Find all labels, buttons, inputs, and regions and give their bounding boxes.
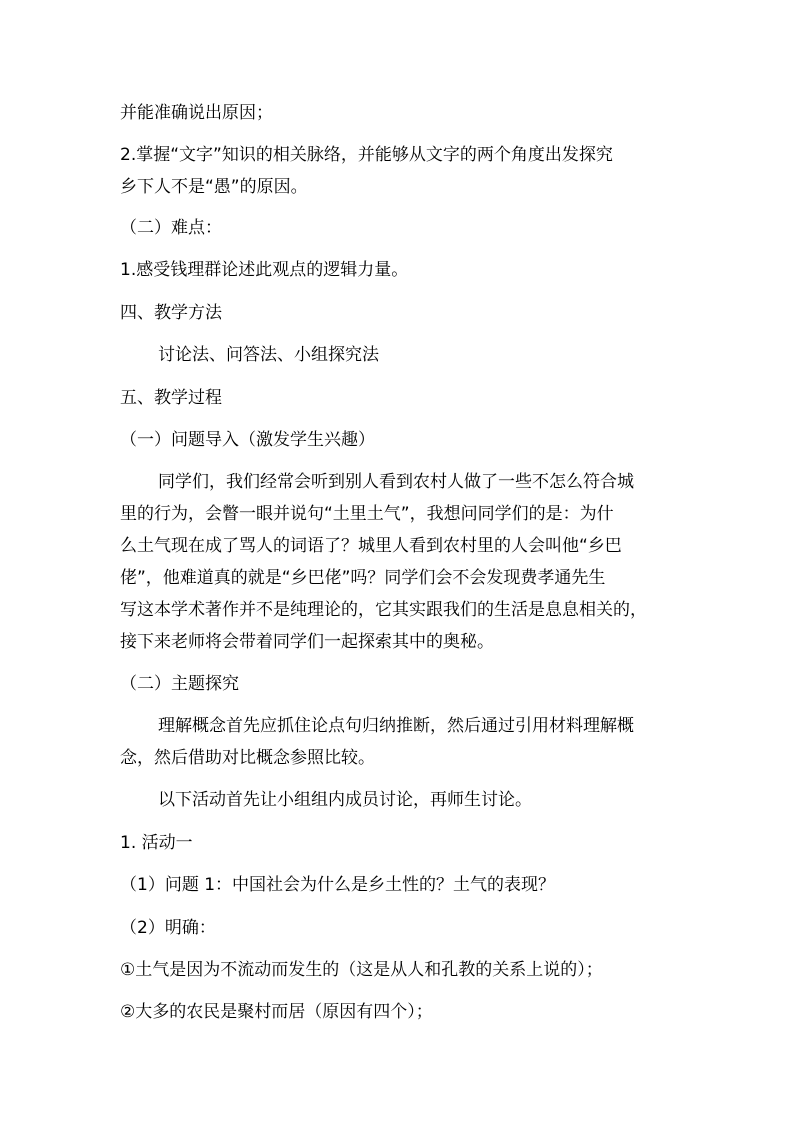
text-line: 1.感受钱理群论述此观点的逻辑力量。: [120, 260, 409, 280]
paragraph-line: 接下来老师将会带着同学们一起探索其中的奥秘。: [120, 632, 494, 652]
section-heading: 五、教学过程: [120, 388, 222, 408]
text-line: （1）问题 1：中国社会为什么是乡土性的？土气的表现？: [120, 875, 556, 895]
paragraph-line: 写这本学术著作并不是纯理论的，它其实跟我们的生活是息息相关的，: [120, 600, 647, 620]
text-line: 2.掌握“文字”知识的相关脉络，并能够从文字的两个角度出发探究: [120, 145, 613, 165]
paragraph-line: 理解概念首先应抓住论点句归纳推断，然后通过引用材料理解概: [158, 716, 634, 736]
text-line: 并能准确说出原因；: [120, 103, 273, 123]
section-heading: 1. 活动一: [120, 833, 193, 853]
section-heading: 四、教学方法: [120, 303, 222, 323]
text-line: 讨论法、问答法、小组探究法: [158, 345, 379, 365]
paragraph-line: 同学们，我们经常会听到别人看到农村人做了一些不怎么符合城: [158, 472, 634, 492]
paragraph-line: 里的行为，会瞥一眼并说句“土里土气”，我想问同学们的是：为什: [120, 504, 614, 524]
text-line: 以下活动首先让小组组内成员讨论，再师生讨论。: [158, 790, 532, 810]
section-heading: （二）主题探究: [120, 674, 239, 694]
text-line: （2）明确：: [120, 918, 216, 938]
section-heading: （一）问题导入（激发学生兴趣）: [120, 430, 375, 450]
text-line: 乡下人不是“愚”的原因。: [120, 177, 308, 197]
paragraph-line: 么土气现在成了骂人的词语了？城里人看到农村里的人会叫他“乡巴: [120, 536, 622, 556]
paragraph-line: 佬”，他难道真的就是“乡巴佬”吗？同学们会不会发现费孝通先生: [120, 568, 606, 588]
text-line: ②大多的农民是聚村而居（原因有四个）；: [120, 1002, 433, 1022]
section-heading: （二）难点：: [120, 218, 222, 238]
paragraph-line: 念，然后借助对比概念参照比较。: [120, 748, 375, 768]
text-line: ①土气是因为不流动而发生的（这是从人和孔教的关系上说的）；: [120, 960, 603, 980]
